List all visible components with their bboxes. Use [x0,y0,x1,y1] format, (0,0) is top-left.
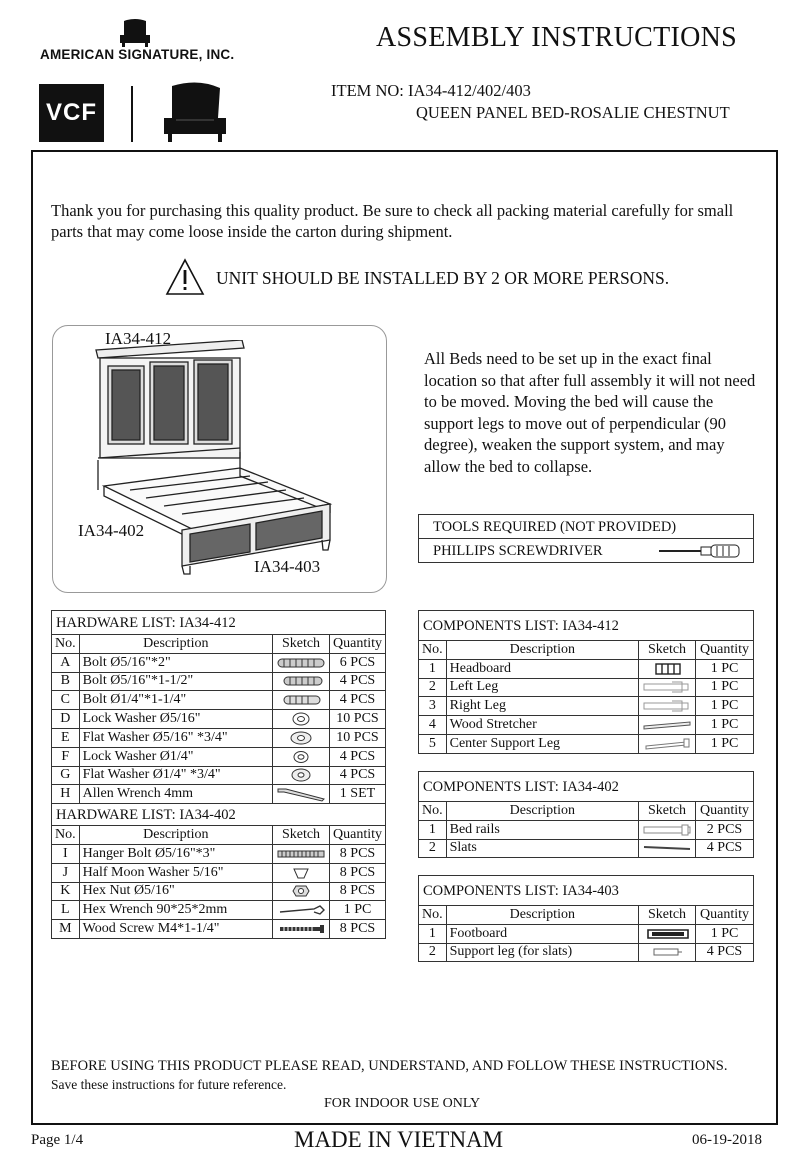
table-row [52,728,386,747]
row-quantity: 4 PCS [330,691,386,710]
row-sketch-icon [273,747,330,766]
row-description: Support leg (for slats) [446,943,638,962]
row-description: Flat Washer Ø1/4" *3/4" [79,766,272,785]
table-row [52,653,386,672]
row-description: Allen Wrench 4mm [79,785,272,804]
row-sketch-icon [639,659,696,678]
row-quantity: 8 PCS [330,844,386,863]
row-number: M [52,920,80,939]
row-description: Bed rails [446,820,638,839]
table-row [419,924,754,943]
row-number: J [52,863,80,882]
row-quantity: 10 PCS [330,728,386,747]
row-number: H [52,785,80,804]
row-description: Bolt Ø5/16"*1-1/2" [79,672,272,691]
row-sketch-icon [273,920,330,939]
col-no: No. [419,906,447,925]
label-rails: IA34-402 [78,521,145,540]
row-sketch-icon [639,716,696,735]
row-description: Right Leg [446,697,638,716]
row-quantity: 1 PC [696,659,754,678]
row-sketch-icon [639,734,696,753]
row-description: Hanger Bolt Ø5/16"*3" [79,844,272,863]
row-description: Lock Washer Ø1/4" [79,747,272,766]
made-in: MADE IN VIETNAM [294,1127,504,1152]
row-sketch-icon [273,785,330,804]
row-sketch-icon [273,901,330,920]
col-sketch: Sketch [639,802,696,821]
hardware-412-rows [52,653,386,803]
tools-item-label: PHILLIPS SCREWDRIVER [433,542,603,559]
row-quantity: 1 PC [696,697,754,716]
row-description: Flat Washer Ø5/16" *3/4" [79,728,272,747]
row-sketch-icon [273,766,330,785]
bed-illustration [90,340,350,575]
armchair-logo [160,78,230,144]
row-number: 1 [419,924,447,943]
row-description: Headboard [446,659,638,678]
row-description: Wood Stretcher [446,716,638,735]
warning-text: UNIT SHOULD BE INSTALLED BY 2 OR MORE PERSONS. [216,268,670,288]
row-number: B [52,672,80,691]
col-no: No. [52,826,80,845]
row-quantity: 1 PC [696,734,754,753]
row-description: Lock Washer Ø5/16" [79,710,272,729]
row-quantity: 6 PCS [330,653,386,672]
row-description: Half Moon Washer 5/16" [79,863,272,882]
row-quantity: 4 PCS [696,839,754,858]
col-sketch: Sketch [273,826,330,845]
row-sketch-icon [639,697,696,716]
row-description: Bolt Ø5/16"*2" [79,653,272,672]
row-quantity: 4 PCS [330,747,386,766]
col-sketch: Sketch [639,906,696,925]
label-footboard: IA34-403 [254,557,321,576]
col-no: No. [419,641,447,660]
row-description: Slats [446,839,638,858]
save-instructions-notice: Save these instructions for future reference. [51,1077,287,1092]
components-412-title: COMPONENTS LIST: IA34-412 [419,611,754,641]
row-quantity: 4 PCS [696,943,754,962]
table-row [419,697,754,716]
hardware-402-title: HARDWARE LIST: IA34-402 [52,804,386,826]
item-description: QUEEN PANEL BED-ROSALIE CHESTNUT [416,103,730,122]
col-sketch: Sketch [639,641,696,660]
indoor-use-notice: FOR INDOOR USE ONLY [324,1096,481,1111]
col-description: Description [446,641,638,660]
row-sketch-icon [273,844,330,863]
components-402-rows [419,820,754,858]
col-description: Description [446,906,638,925]
col-quantity: Quantity [330,826,386,845]
table-row [52,710,386,729]
brand-name: AMERICAN SIGNATURE, INC. [40,47,235,62]
col-quantity: Quantity [696,906,754,925]
table-row [52,882,386,901]
item-number: ITEM NO: IA34-412/402/403 [331,81,531,100]
row-quantity: 1 PC [696,716,754,735]
col-quantity: Quantity [330,635,386,654]
row-sketch-icon [273,653,330,672]
setup-note: All Beds need to be set up in the exact final location so that after full assembly it will not need to be moved. Moving the bed will cause the support legs to move out of perpendicular (90 degree), weaken the support system, and may allow the bed to collapse. [424,349,756,476]
row-number: 3 [419,697,447,716]
row-sketch-icon [273,691,330,710]
row-sketch-icon [639,943,696,962]
components-403-title: COMPONENTS LIST: IA34-403 [419,876,754,906]
row-sketch-icon [639,924,696,943]
row-number: 1 [419,820,447,839]
col-description: Description [79,635,272,654]
col-quantity: Quantity [696,641,754,660]
table-row [419,734,754,753]
row-description: Bolt Ø1/4"*1-1/4" [79,691,272,710]
table-row [419,839,754,858]
components-403-table [418,875,754,962]
col-sketch: Sketch [273,635,330,654]
revision-date: 06-19-2018 [692,1132,762,1148]
row-quantity: 10 PCS [330,710,386,729]
table-row [52,920,386,939]
table-row [52,766,386,785]
components-402-title: COMPONENTS LIST: IA34-402 [419,772,754,802]
col-description: Description [79,826,272,845]
tools-table [418,514,754,563]
vcf-logo [39,84,104,142]
row-sketch-icon [273,710,330,729]
row-quantity: 8 PCS [330,920,386,939]
col-quantity: Quantity [696,802,754,821]
row-quantity: 4 PCS [330,672,386,691]
row-number: 1 [419,659,447,678]
row-number: 4 [419,716,447,735]
vcf-logo-text: VCF [46,99,97,126]
col-no: No. [52,635,80,654]
hardware-412-title: HARDWARE LIST: IA34-412 [52,611,386,635]
intro-text: Thank you for purchasing this quality product. Be sure to check all packing material carefully for small parts that may come loose inside the carton during shipment. [51,201,734,241]
row-number: K [52,882,80,901]
row-quantity: 2 PCS [696,820,754,839]
row-number: L [52,901,80,920]
row-description: Hex Nut Ø5/16" [79,882,272,901]
row-quantity: 1 PC [696,678,754,697]
row-description: Hex Wrench 90*25*2mm [79,901,272,920]
table-row [419,716,754,735]
warning-triangle-icon [165,258,205,296]
read-instructions-notice: BEFORE USING THIS PRODUCT PLEASE READ, UNDERSTAND, AND FOLLOW THESE INSTRUCTIONS. [51,1058,728,1074]
row-number: I [52,844,80,863]
row-description: Wood Screw M4*1-1/4" [79,920,272,939]
row-number: G [52,766,80,785]
table-row [52,747,386,766]
row-sketch-icon [273,882,330,901]
row-number: 2 [419,943,447,962]
row-quantity: 1 SET [330,785,386,804]
table-row [52,863,386,882]
page-title: ASSEMBLY INSTRUCTIONS [376,22,738,53]
col-no: No. [419,802,447,821]
col-description: Description [446,802,638,821]
components-403-rows [419,924,754,962]
row-sketch-icon [639,839,696,858]
table-row [52,901,386,920]
components-402-table [418,771,754,858]
row-quantity: 8 PCS [330,882,386,901]
row-quantity: 8 PCS [330,863,386,882]
row-quantity: 1 PC [330,901,386,920]
table-row [52,785,386,804]
components-412-rows [419,659,754,753]
table-row [419,678,754,697]
table-row [52,672,386,691]
row-number: A [52,653,80,672]
row-sketch-icon [273,728,330,747]
page-number: Page 1/4 [31,1132,84,1148]
table-row [52,844,386,863]
row-number: 2 [419,678,447,697]
tools-heading: TOOLS REQUIRED (NOT PROVIDED) [419,515,754,539]
row-quantity: 4 PCS [330,766,386,785]
hardware-402-rows [52,844,386,938]
row-number: 2 [419,839,447,858]
chair-logo [118,17,152,47]
components-412-table [418,610,754,754]
row-sketch-icon [639,820,696,839]
row-sketch-icon [273,672,330,691]
table-row [52,691,386,710]
screwdriver-icon [657,543,743,559]
table-row [419,943,754,962]
logo-divider [131,86,133,142]
row-number: C [52,691,80,710]
table-row [419,820,754,839]
row-quantity: 1 PC [696,924,754,943]
row-sketch-icon [273,863,330,882]
label-headboard: IA34-412 [105,329,172,348]
table-row [419,659,754,678]
row-number: E [52,728,80,747]
row-description: Left Leg [446,678,638,697]
row-description: Center Support Leg [446,734,638,753]
row-number: 5 [419,734,447,753]
row-description: Footboard [446,924,638,943]
tools-item [419,539,754,563]
row-sketch-icon [639,678,696,697]
row-number: D [52,710,80,729]
row-number: F [52,747,80,766]
hardware-table [51,610,386,939]
